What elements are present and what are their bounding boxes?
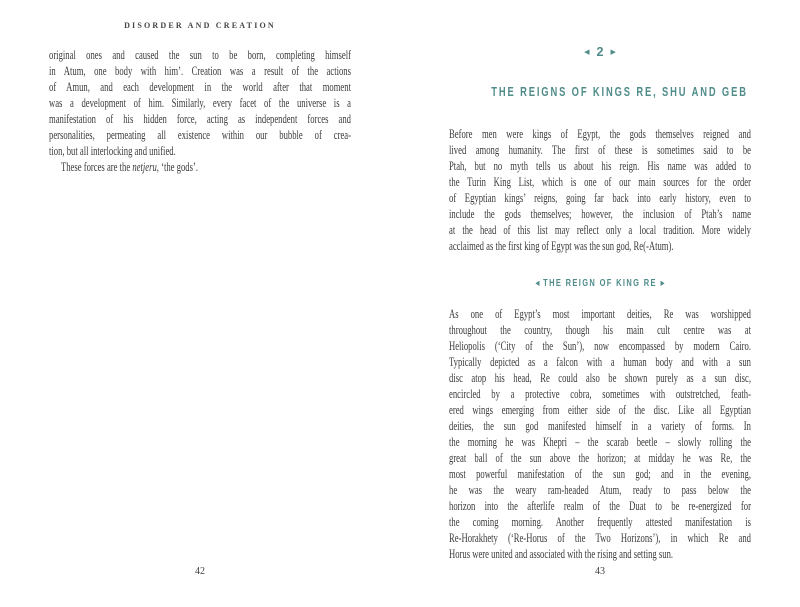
page-right: [400, 0, 800, 607]
paragraph: Before men were kings of Egypt, the gods themselves reigned and lived among humanity. The first of these is sometimes said to be Ptah, but no myth tells us about his reign. His name was added to the Turin King List, which is one of our main sources for the order of Egyptian kings’ reigns, going far back into early history, even to include the gods themselves; however, the inclusion of Ptah’s name at the head of this list may reflect only a local tradition. More widely acclaimed as the first king of Egypt was the sun god, Re(-Atum).: [449, 126, 751, 253]
paragraph: As one of Egypt’s most important deities, Re was worshipped throughout the country, though his main cult centre was at Heliopolis (‘City of the Sun’), now encompassed by modern Cairo. Typically depicted as a falcon with a human body and with a sun disc atop his head, Re could also be shown purely as a sun disc, encircled by a protective cobra, sometimes with outstretched, feath- ered wings emerging from either side of the disc. Like all Egyptian deities, the sun god manifested himself in a variety of forms. In the morning he was Khepri – the scarab beetle – slowly rolling the great ball of the sun above the horizon; at midday he was Re, the most powerful manifestation of the sun god; and in the evening, he was the weary ram-headed Atum, ready to pass below the horizon into the afterlife realm of the Duat to be re-energized for the coming morning. Another frequently attested manifestation is Re-Horakhety (‘Re-Horus of the Two Horizons’), in which Re and Horus were united and associated with the rising and setting sun.: [449, 306, 751, 561]
section-heading: [487, 278, 714, 289]
right-page-body-top: [449, 126, 751, 254]
right-triangle-icon: ▶: [660, 280, 665, 287]
right-triangle-icon: ▶: [610, 49, 616, 56]
paragraph: original ones and caused the sun to be born, completing himself in Atum, one body with him’. Creation was a result of the actions of Amun, and each development in the world after that moment was a development of him. Similarly, every facet of the universe is a manifestation of his hidden force, acting as independent forces and personalities, permeating all existence within our bubble of crea- tion, but all interlocking and unified.: [49, 47, 351, 158]
right-page-body-bottom: [449, 306, 751, 562]
section-heading-text: THE REIGN OF KING RE: [543, 278, 657, 289]
left-triangle-icon: ◀: [584, 49, 590, 56]
page-number-right: 43: [595, 566, 605, 577]
chapter-number-text: 2: [596, 45, 604, 59]
page-number-left: 42: [195, 566, 205, 577]
chapter-title: THE REIGNS OF KINGS RE, SHU AND GEB: [491, 84, 748, 99]
left-triangle-icon: ◀: [535, 280, 540, 287]
paragraph: These forces are the netjeru, ‘the gods’.: [60, 159, 199, 174]
chapter-number: [449, 43, 751, 61]
left-page-body: [49, 47, 351, 175]
running-header: DISORDER AND CREATION: [124, 21, 276, 30]
